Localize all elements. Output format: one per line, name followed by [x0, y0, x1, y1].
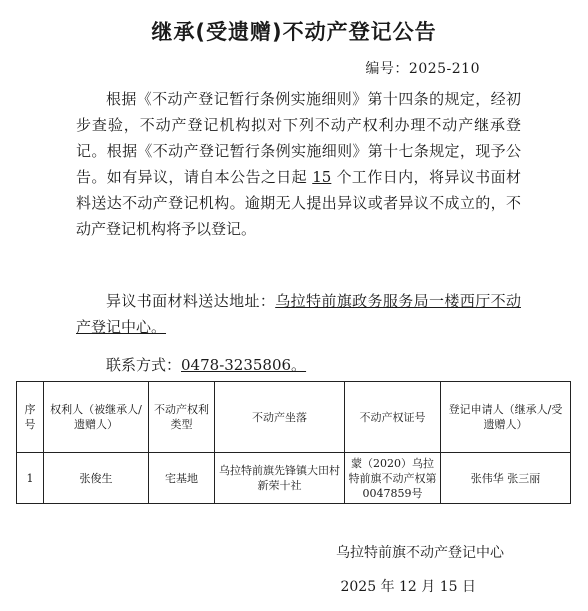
header-index: 序号: [17, 382, 44, 453]
issue-date: 2025 年 12 月 15 日: [340, 579, 476, 595]
contact-line: [106, 354, 306, 375]
header-right-holder: 权利人（被继承人/遗赠人）: [44, 382, 149, 453]
issuing-organization: 乌拉特前旗不动产登记中心: [336, 545, 504, 561]
header-right-type: 不动产权利类型: [149, 382, 215, 453]
contact-phone: 0478-3235806。: [181, 356, 307, 374]
header-certificate-no: 不动产权证号: [345, 382, 441, 453]
notice-paragraph: [76, 86, 521, 242]
cell-certificate-no: 蒙（2020）乌拉特前旗不动产权第0047859号: [345, 453, 441, 504]
cell-index: 1: [17, 453, 44, 504]
cell-right-holder: 张俊生: [44, 453, 149, 504]
table-header-row: [17, 382, 571, 453]
notice-text-part2: 个工作日内，将异议书面材料送达不动产登记机构。逾期无人提出异议或者异议不成立的，不动产登记机构将予以登记。: [76, 168, 521, 238]
cell-right-type: 宅基地: [149, 453, 215, 504]
cell-applicant: 张伟华 张三丽: [441, 453, 571, 504]
cell-location: 乌拉特前旗先锋镇大田村新荣十社: [215, 453, 345, 504]
delivery-address: 乌拉特前旗政务服务局一楼西厅不动产登记中心。: [76, 292, 521, 336]
contact-label: 联系方式：: [106, 356, 182, 374]
header-location: 不动产坐落: [215, 382, 345, 453]
objection-days: 15: [312, 168, 332, 186]
header-applicant: 登记申请人（继承人/受遗赠人）: [441, 382, 571, 453]
address-paragraph: [76, 288, 521, 340]
document-number: 编号：2025-210: [365, 61, 480, 77]
address-label: 异议书面材料送达地址：: [106, 292, 276, 310]
table-row: [17, 453, 571, 504]
notice-title: 继承(受遗赠)不动产登记公告: [151, 20, 437, 44]
property-table: [16, 381, 571, 504]
notice-text-part1: 根据《不动产登记暂行条例实施细则》第十四条的规定，经初步查验，不动产登记机构拟对下列不动产权利办理不动产继承登记。根据《不动产登记暂行条例实施细则》第十七条规定，现予公告。如有异议，请自本公告之日起: [76, 90, 521, 186]
